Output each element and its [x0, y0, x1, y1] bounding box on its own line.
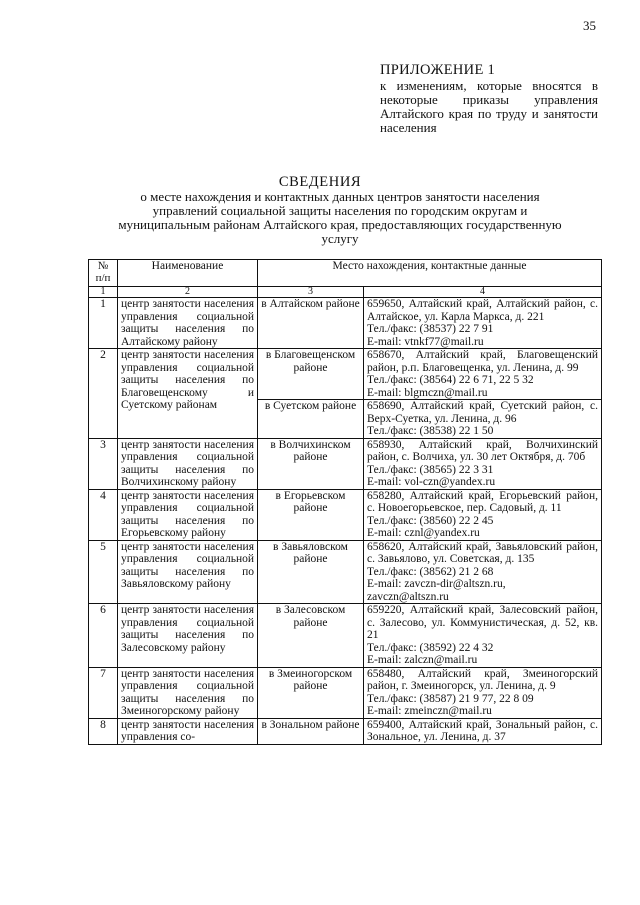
address: 658930, Алтайский край, Волчихинский район, с. Волчиха, ул. 30 лет Октября, д. 70б [367, 438, 599, 463]
column-header-num: № п/п [89, 260, 118, 287]
contact-details [364, 438, 602, 489]
column-index: 1 [89, 287, 118, 298]
center-name: центр занятости населения управления социальной защиты населения по Егорьевскому району [118, 489, 258, 540]
row-number: 8 [89, 718, 118, 744]
address: 658280, Алтайский край, Егорьевский район, с. Новоегорьевское, пер. Садовый, д. 11 [367, 489, 599, 514]
contact-details [364, 349, 602, 400]
row-number: 2 [89, 349, 118, 439]
page-number: 35 [583, 18, 596, 33]
phone: Тел./факс: (38587) 21 9 77, 22 8 09 [367, 692, 534, 705]
table-row [89, 489, 602, 540]
email: E-mail: cznl@yandex.ru [367, 527, 480, 539]
row-number: 7 [89, 667, 118, 718]
contact-details [364, 667, 602, 718]
appendix-title: ПРИЛОЖЕНИЕ 1 [380, 62, 496, 78]
email: E-mail: vtnkf77@mail.ru [367, 335, 484, 348]
district-location: в Егорьевском районе [258, 489, 364, 540]
appendix-subtitle: к изменениям, которые вносятся в некоторые приказы управления Алтайского края по труду и занятости населения [380, 78, 598, 135]
row-number: 6 [89, 604, 118, 668]
contact-details [364, 400, 602, 439]
column-header-location: Место нахождения, контактные данные [258, 260, 602, 287]
row-number: 3 [89, 438, 118, 489]
table-header-row [89, 260, 602, 287]
address: 658480, Алтайский край, Змеиногорский район, г. Змеиногорск, ул. Ленина, д. 9 [367, 667, 599, 692]
document-subtitle: о месте нахождения и контактных данных центров занятости населения управлений социальной защиты населения по городским округам и муниципальным районам Алтайского края, предоставляющих государственную услугу [118, 189, 562, 246]
table-row [89, 718, 602, 744]
contact-details [364, 604, 602, 668]
contact-details [364, 540, 602, 604]
column-index-row [89, 287, 602, 298]
table-row [89, 298, 602, 349]
table-row [89, 667, 602, 718]
email: E-mail: blgmczn@mail.ru [367, 386, 488, 399]
table-row [89, 604, 602, 668]
district-location: в Благовещенском районе [258, 349, 364, 400]
column-index: 2 [118, 287, 258, 298]
district-location: в Залесовском районе [258, 604, 364, 668]
document-title: СВЕДЕНИЯ [278, 174, 362, 190]
center-name: центр занятости населения управления социальной защиты населения по Алтайскому району [118, 298, 258, 349]
address: 659220, Алтайский край, Залесовский район, с. Залесово, ул. Коммунистическая, д. 52, кв. 21 [367, 604, 599, 641]
phone: Тел./факс: (38560) 22 2 45 [367, 514, 494, 527]
column-header-name: Наименование [118, 260, 258, 287]
district-location: в Змеиногорском районе [258, 667, 364, 718]
email: E-mail: vol-czn@yandex.ru [367, 476, 496, 488]
center-name: центр занятости населения управления социальной защиты населения по Благовещенскому и Суетскому районам [118, 349, 258, 439]
email: E-mail: zalczn@mail.ru [367, 654, 478, 666]
center-name: центр занятости населения управления социальной защиты населения по Змеиногорскому району [118, 667, 258, 718]
district-location: в Волчихинском районе [258, 438, 364, 489]
row-number: 5 [89, 540, 118, 604]
email-secondary: zavczn@altszn.ru [367, 590, 449, 603]
row-number: 4 [89, 489, 118, 540]
address: 659650, Алтайский край, Алтайский район, с. Алтайское, ул. Карла Маркса, д. 221 [367, 298, 599, 323]
phone: Тел./факс: (38538) 22 1 50 [367, 425, 494, 437]
center-name: центр занятости населения управления социальной защиты населения по Волчихинскому району [118, 438, 258, 489]
phone: Тел./факс: (38564) 22 6 71, 22 5 32 [367, 374, 534, 386]
phone: Тел./факс: (38565) 22 3 31 [367, 463, 494, 476]
address: 658620, Алтайский край, Завьяловский район, с. Завьялово, ул. Советская, д. 135 [367, 540, 599, 565]
contact-details [364, 489, 602, 540]
phone: Тел./факс: (38562) 21 2 68 [367, 565, 494, 578]
phone: Тел./факс: (38537) 22 7 91 [367, 323, 494, 335]
table-row [89, 540, 602, 604]
employment-centers-table [88, 259, 602, 745]
table-row [89, 349, 602, 400]
row-number: 1 [89, 298, 118, 349]
table-row [89, 438, 602, 489]
district-location: в Зональном районе [258, 718, 364, 744]
email: E-mail: zmeinczn@mail.ru [367, 705, 492, 717]
email: E-mail: zavczn-dir@altszn.ru, [367, 578, 506, 590]
phone: Тел./факс: (38592) 22 4 32 [367, 641, 494, 654]
district-location: в Суетском районе [258, 400, 364, 439]
address: 659400, Алтайский край, Зональный район, с. Зональное, ул. Ленина, д. 37 [367, 718, 599, 743]
address: 658690, Алтайский край, Суетский район, с. Верх-Суетка, ул. Ленина, д. 96 [367, 400, 599, 425]
contact-details [364, 718, 602, 744]
center-name: центр занятости населения управления социальной защиты населения по Завьяловскому району [118, 540, 258, 604]
district-location: в Завьяловском районе [258, 540, 364, 604]
address: 658670, Алтайский край, Благовещенский район, р.п. Благовещенка, ул. Ленина, д. 99 [367, 349, 599, 374]
center-name: центр занятости населения управления социальной защиты населения по Залесовскому району [118, 604, 258, 668]
column-index: 4 [364, 287, 602, 298]
center-name: центр занятости населения управления со- [118, 718, 258, 744]
district-location: в Алтайском районе [258, 298, 364, 349]
column-index: 3 [258, 287, 364, 298]
contact-details [364, 298, 602, 349]
